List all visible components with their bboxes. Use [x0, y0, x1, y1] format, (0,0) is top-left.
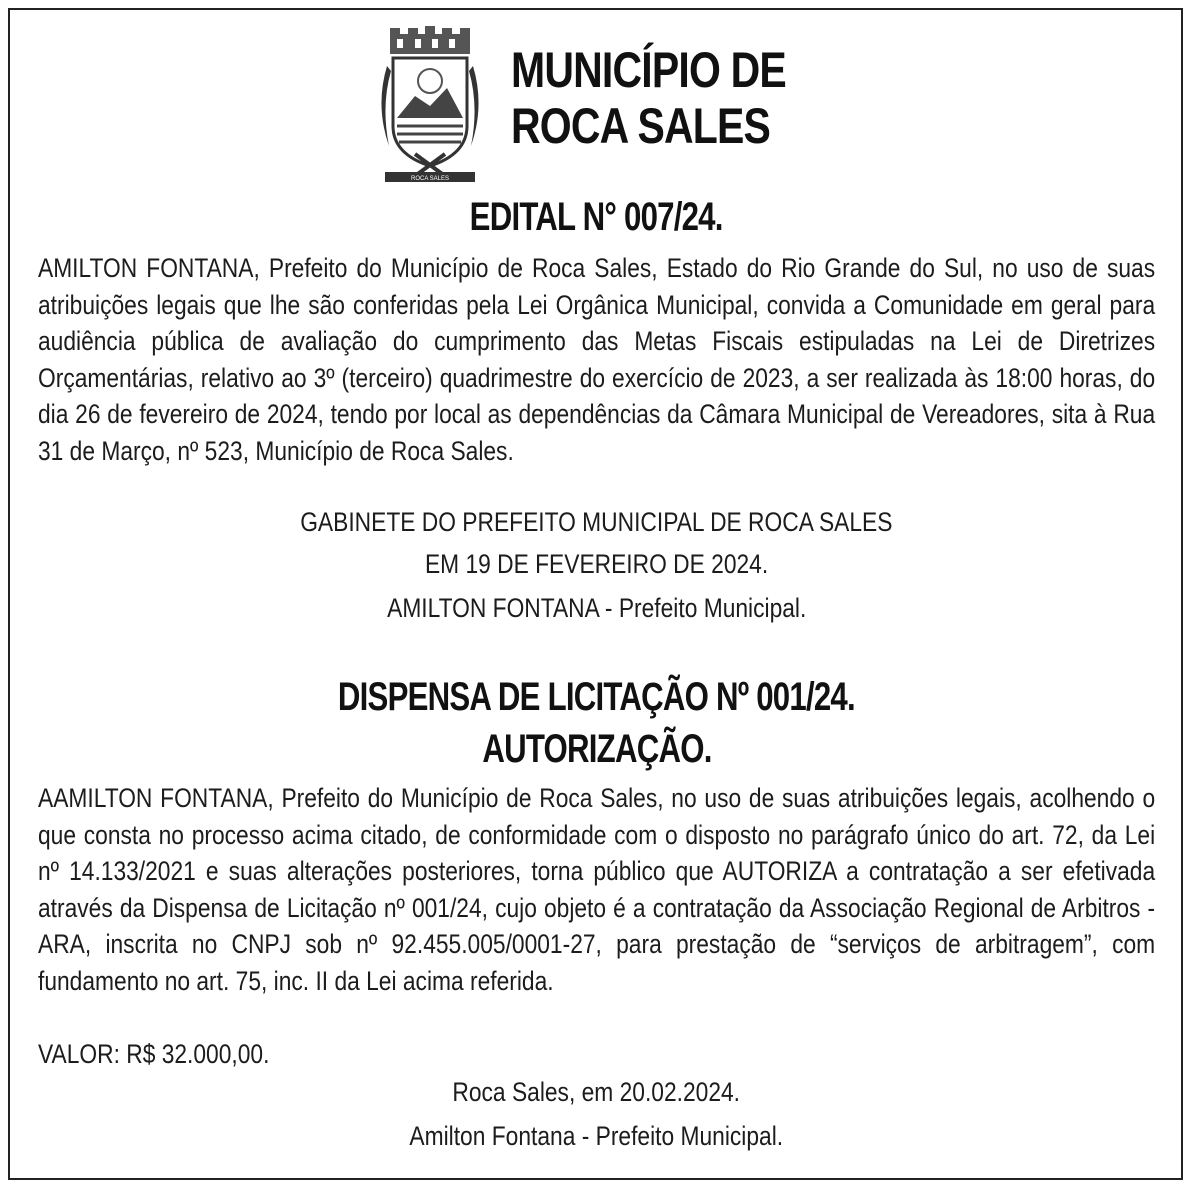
dispensa-body: AAMILTON FONTANA, Prefeito do Município de Roca Sales, no uso de suas atribuições legais, acolhendo o que consta no processo acima citado, de conformidade com o disposto no parágrafo único do art. 72, da Lei nº 14.133/2021 e suas alterações posteriores, torna público que AUTORIZA a contratação a ser efetivada através da Dispensa de Licitação nº 001/24, cujo objeto é a contratação da Associação Regional de Arbitros - ARA, inscrita no CNPJ sob nº 92.455.005/0001-27, para prestação de “serviços de arbitragem”, com fundamento no art. 75, inc. II da Lei acima referida. — [38, 783, 1156, 996]
coat-of-arms-icon — [375, 26, 485, 186]
dispensa-title-2: AUTORIZAÇÃO. — [481, 727, 712, 771]
municipality-line-1: MUNICÍPIO DE — [511, 42, 786, 98]
municipality-line-2: ROCA SALES — [511, 98, 771, 154]
svg-text:ROCA SALES: ROCA SALES — [410, 176, 450, 182]
edital-title: EDITAL N° 007/24. — [470, 195, 723, 239]
dispensa-closing-2: Amilton Fontana - Prefeito Municipal. — [409, 1121, 784, 1151]
dispensa-title-1: DISPENSA DE LICITAÇÃO Nº 001/24. — [338, 675, 855, 719]
municipality-title — [511, 42, 786, 154]
edital-closing-1: GABINETE DO PREFEITO MUNICIPAL DE ROCA SALES — [300, 507, 893, 537]
edital-body: AMILTON FONTANA, Prefeito do Município de Roca Sales, Estado do Rio Grande do Sul, no uso de suas atribuições legais que lhe são conferidas pela Lei Orgânica Municipal, convida a Comunidade em geral para audiência pública de avaliação do cumprimento das Metas Fiscais estipuladas na Lei de Diretrizes Orçamentárias, relativo ao 3º (terceiro) quadrimestre do exercício de 2023, a ser realizada às 18:00 horas, do dia 26 de fevereiro de 2024, tendo por local as dependências da Câmara Municipal de Vereadores, sita à Rua 31 de Março, nº 523, Município de Roca Sales. — [38, 253, 1156, 466]
dispensa-closing-1: Roca Sales, em 20.02.2024. — [452, 1077, 741, 1107]
dispensa-valor: VALOR: R$ 32.000,00. — [38, 1039, 270, 1069]
header — [375, 22, 875, 192]
edital-closing-2: EM 19 DE FEVEREIRO DE 2024. — [424, 549, 769, 579]
edital-closing-3: AMILTON FONTANA - Prefeito Municipal. — [386, 593, 807, 623]
